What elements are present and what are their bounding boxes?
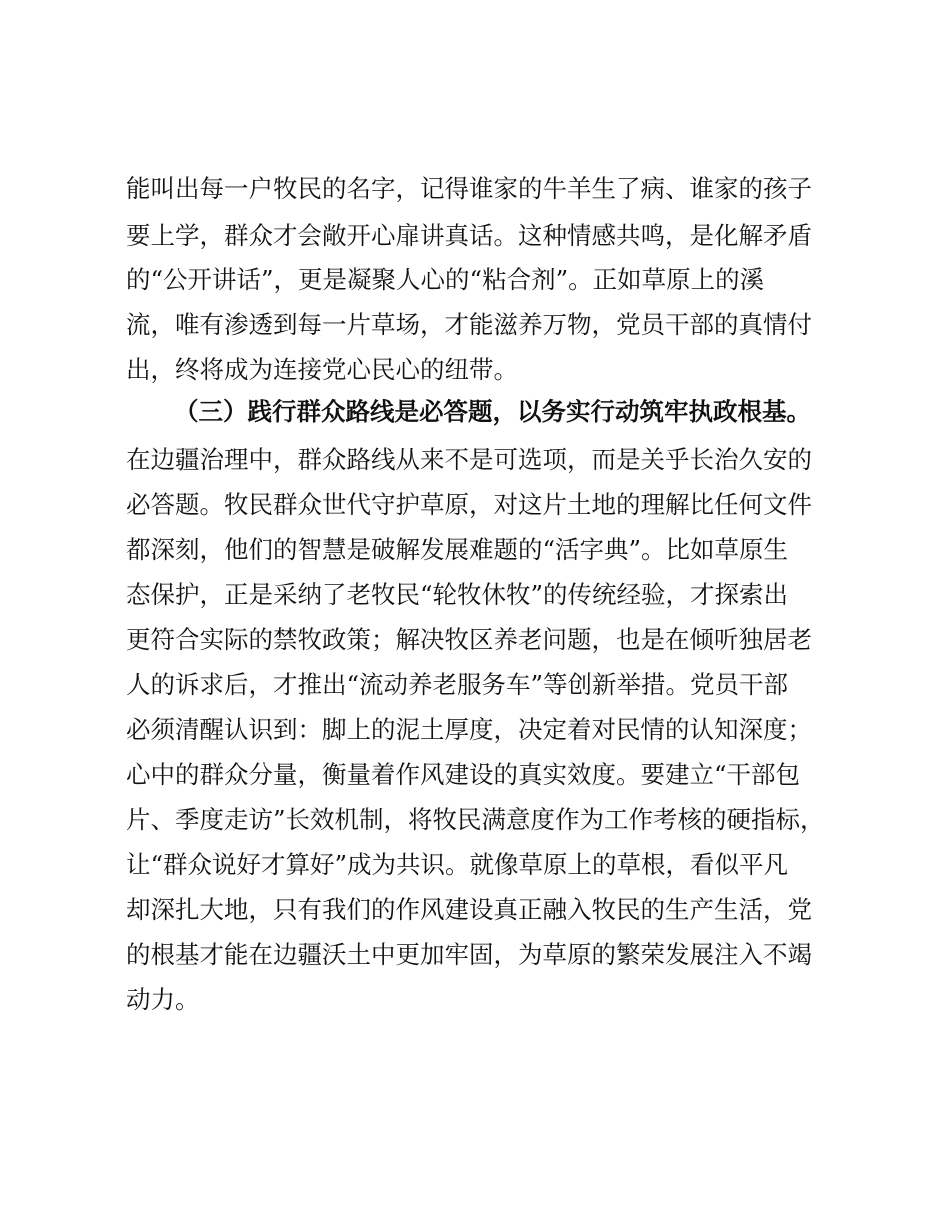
text-line: 能叫出每一户牧民的名字，记得谁家的牛羊生了病、谁家的孩子 xyxy=(126,174,812,203)
text-line: 必须清醒认识到：脚上的泥土厚度，决定着对民情的认知深度； xyxy=(126,715,812,744)
text-line: 流，唯有渗透到每一片草场，才能滋养万物，党员干部的真情付 xyxy=(126,310,812,339)
text-line: 更符合实际的禁牧政策；解决牧区养老问题，也是在倾听独居老 xyxy=(126,625,812,654)
text-line: 片、季度走访”长效机制，将牧民满意度作为工作考核的硬指标， xyxy=(126,805,825,834)
text-line: 必答题。牧民群众世代守护草原，对这片土地的理解比任何文件 xyxy=(126,490,812,519)
text-line: 在边疆治理中，群众路线从来不是可选项，而是关乎长治久安的 xyxy=(126,445,812,474)
text-line: 人的诉求后，才推出“流动养老服务车”等创新举措。党员干部 xyxy=(126,670,789,699)
text-line: 的“公开讲话”，更是凝聚人心的“粘合剂”。正如草原上的溪 xyxy=(126,265,765,294)
text-line: 都深刻，他们的智慧是破解发展难题的“活字典”。比如草原生 xyxy=(126,535,789,564)
text-line: 让“群众说好才算好”成为共识。就像草原上的草根，看似平凡 xyxy=(126,850,789,879)
section-heading: （三）践行群众路线是必答题，以务实行动筑牢执政根基。 xyxy=(174,397,811,426)
text-line: 动力。 xyxy=(126,985,200,1014)
text-line: 心中的群众分量，衡量着作风建设的真实效度。要建立“干部包 xyxy=(126,760,801,789)
text-line: 却深扎大地，只有我们的作风建设真正融入牧民的生产生活，党 xyxy=(126,895,812,924)
text-line: 要上学，群众才会敞开心扉讲真话。这种情感共鸣，是化解矛盾 xyxy=(126,221,812,250)
text-line: 的根基才能在边疆沃土中更加牢固，为草原的繁荣发展注入不竭 xyxy=(126,940,812,969)
text-line: 出，终将成为连接党心民心的纽带。 xyxy=(126,355,518,384)
text-line: 态保护，正是采纳了老牧民“轮牧休牧”的传统经验，才探索出 xyxy=(126,580,789,609)
